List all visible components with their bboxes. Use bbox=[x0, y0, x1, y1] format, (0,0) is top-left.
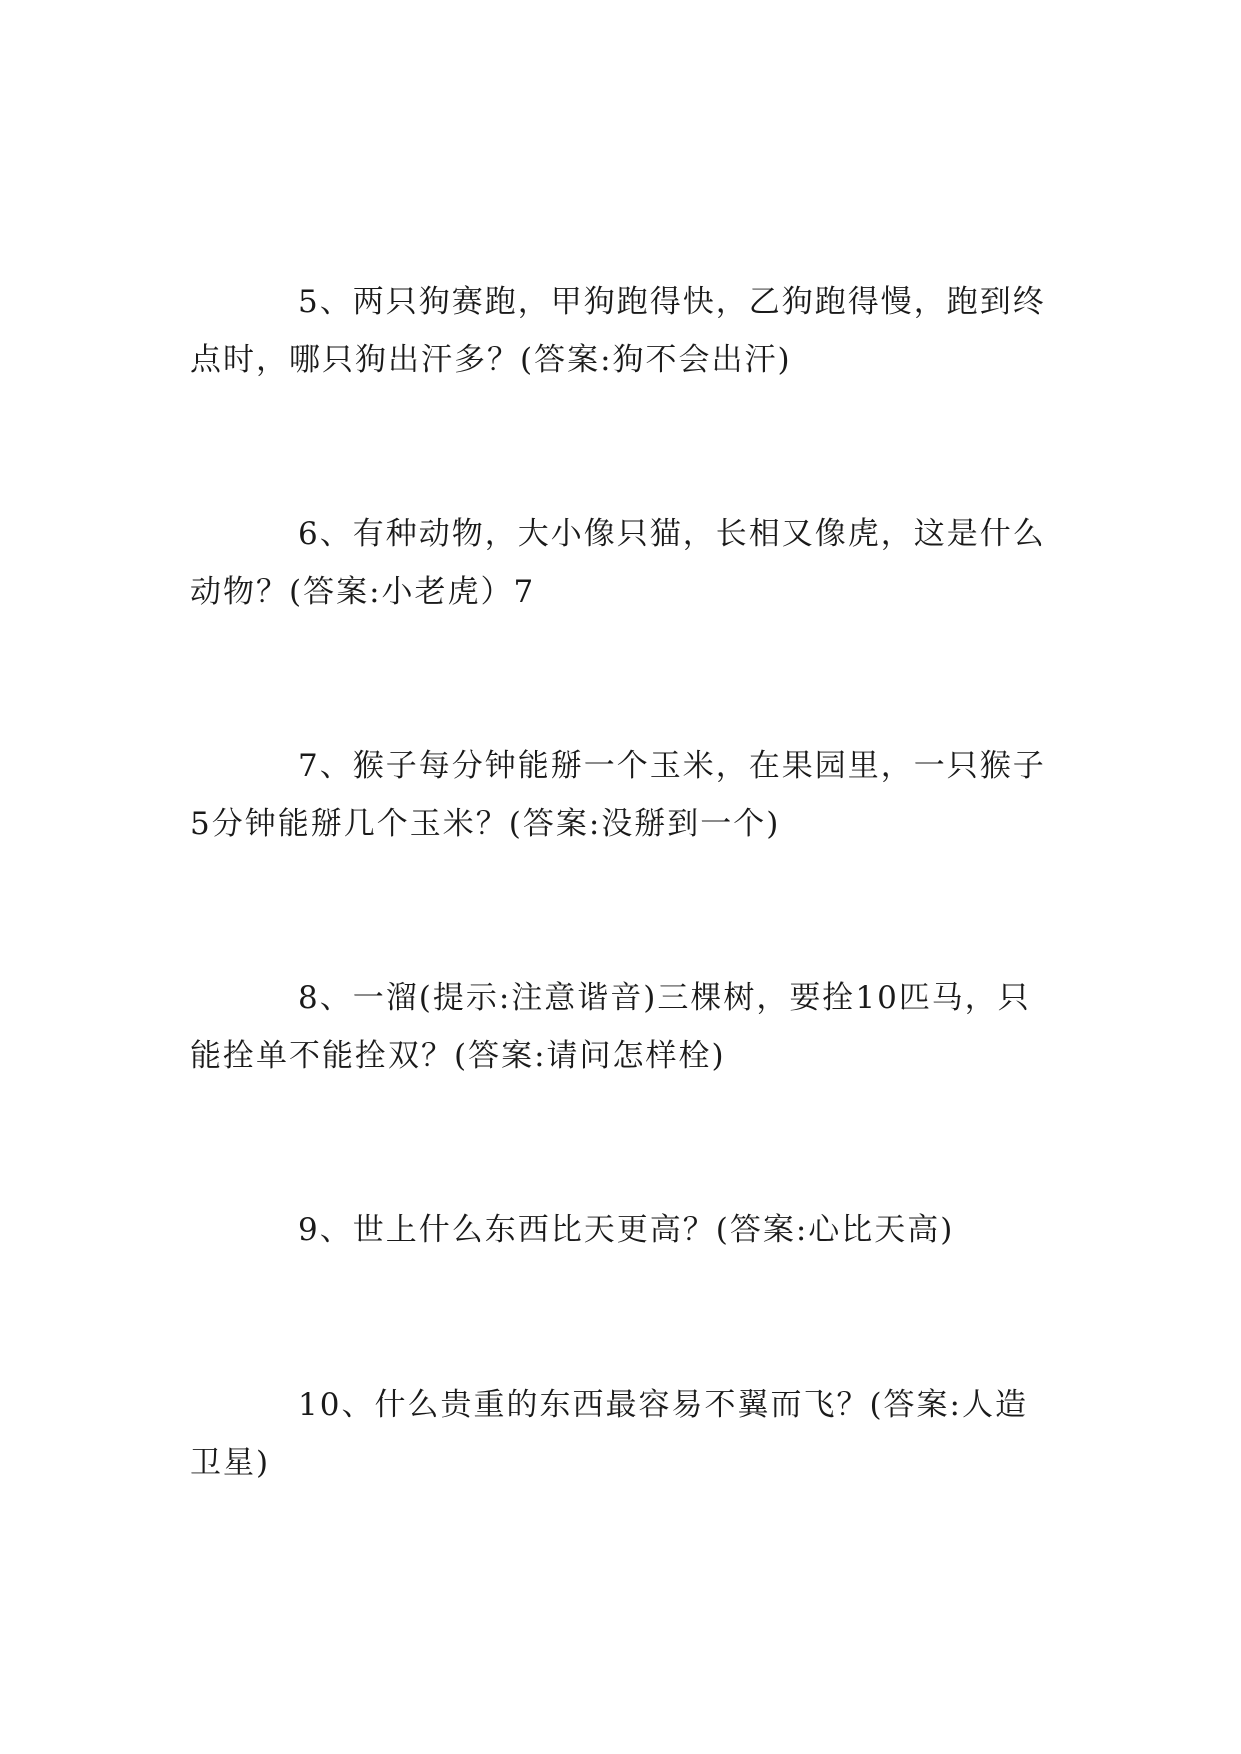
riddle-item-9: 9、世上什么东西比天更高？(答案:心比天高) bbox=[298, 1212, 955, 1248]
riddle-item-10: 10、什么贵重的东西最容易不翼而飞？(答案:人造卫星) bbox=[190, 1387, 1028, 1481]
riddle-item-6: 6、有种动物，大小像只猫，长相又像虎，这是什么动物？(答案:小老虎）7 bbox=[190, 516, 1046, 610]
riddle-item-7: 7、猴子每分钟能掰一个玉米，在果园里，一只猴子5分钟能掰几个玉米？(答案:没掰到一个) bbox=[190, 748, 1046, 842]
riddle-item-5: 5、两只狗赛跑，甲狗跑得快，乙狗跑得慢，跑到终点时，哪只狗出汗多？(答案:狗不会出汗) bbox=[190, 284, 1046, 378]
riddle-item-8: 8、一溜(提示:注意谐音)三棵树，要拴10匹马，只能拴单不能拴双？(答案:请问怎样栓) bbox=[190, 980, 1031, 1074]
